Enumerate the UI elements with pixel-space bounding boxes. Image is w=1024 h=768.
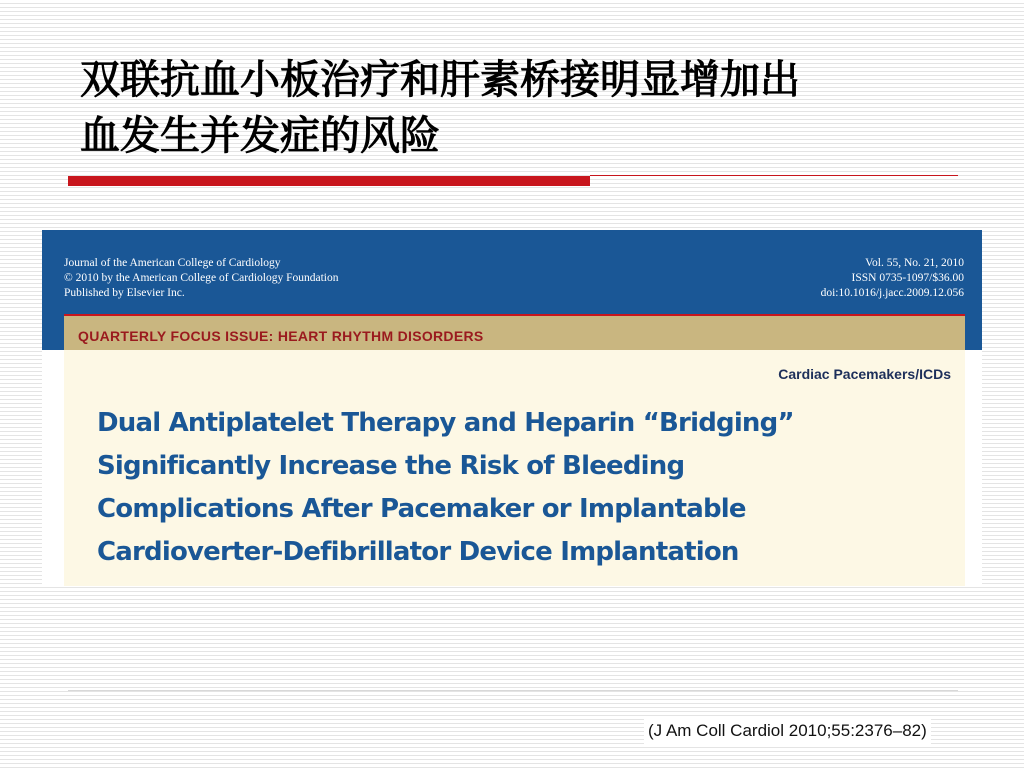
- slide-title-line-2: 血发生并发症的风险: [80, 113, 440, 159]
- article-title: [97, 402, 937, 574]
- article-title-line-3: Complications After Pacemaker or Implantable: [97, 494, 746, 524]
- citation: (J Am Coll Cardiol 2010;55:2376–82): [644, 718, 931, 744]
- journal-reference: [821, 256, 964, 301]
- slide-title-line-1: 双联抗血小板治疗和肝素桥接明显增加出: [80, 57, 800, 103]
- journal-doi: doi:10.1016/j.jacc.2009.12.056: [820, 287, 964, 299]
- journal-header: [42, 230, 982, 350]
- journal-info: [64, 256, 338, 301]
- title-underline-thick: [68, 176, 590, 186]
- journal-volume: Vol. 55, No. 21, 2010: [865, 257, 964, 269]
- title-underline-thin: [590, 175, 958, 176]
- article-screenshot: [42, 230, 982, 586]
- journal-copyright: © 2010 by the American College of Cardiology Foundation: [64, 272, 339, 284]
- journal-publisher: Published by Elsevier Inc.: [64, 287, 185, 299]
- section-label: Cardiac Pacemakers/ICDs: [778, 366, 951, 382]
- journal-issn: ISSN 0735-1097/$36.00: [851, 272, 964, 284]
- slide-title: [80, 52, 980, 164]
- article-title-line-1: Dual Antiplatelet Therapy and Heparin “Bridging”: [97, 408, 794, 438]
- footer-divider: [68, 690, 958, 691]
- focus-issue-label: QUARTERLY FOCUS ISSUE: HEART RHYTHM DISORDERS: [78, 328, 484, 344]
- journal-name: Journal of the American College of Cardiology: [64, 257, 281, 269]
- article-title-line-2: Significantly Increase the Risk of Bleeding: [97, 451, 685, 481]
- article-body: [64, 350, 965, 586]
- article-title-line-4: Cardioverter-Defibrillator Device Implantation: [97, 537, 739, 567]
- focus-issue-band: [64, 314, 965, 350]
